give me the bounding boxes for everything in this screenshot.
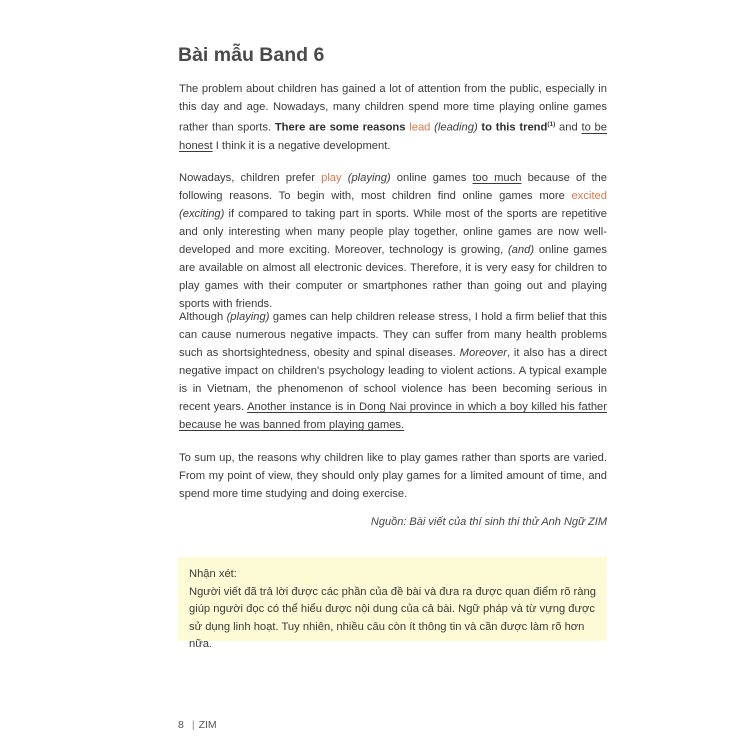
text-segment: I think it is a negative development. [212, 139, 391, 152]
correction-note: (leading) [430, 121, 478, 134]
bold-text: to this trend [477, 121, 548, 134]
page-title: Bài mẫu Band 6 [178, 44, 325, 66]
correction-note: Moreover [459, 347, 507, 359]
correction-note: (playing) [341, 172, 391, 184]
comment-title: Nhận xét: [189, 568, 237, 580]
text-segment: Although [179, 311, 227, 323]
bold-text: There are some reasons [274, 121, 410, 134]
correction-note: (exciting) [179, 208, 225, 220]
text-segment: games can help children release stress, I hold a firm belief that this can cause numerous negative impacts. They can suffer from many health problems such as shortsightedness, obesity and spinal diseases. [179, 311, 607, 359]
paragraph-conclusion [179, 449, 607, 503]
comment-box [178, 557, 607, 650]
paragraph-body-2 [179, 308, 607, 434]
corrected-word: play [321, 172, 342, 184]
text-segment: online games [390, 172, 473, 184]
underlined-phrase: to be honest [179, 121, 607, 152]
text-segment: Nowadays, children prefer [179, 172, 322, 184]
text-segment: online games are available on almost all electronic devices. Therefore, it is very easy for children to play games with their computer or smartphones rather than going out and playing sports with friends. [179, 244, 607, 310]
source-citation: Nguồn: Bài viết của thí sinh thi thử Anh Ngữ ZIM [370, 516, 607, 528]
page-footer [178, 719, 217, 731]
corrected-word: excited [571, 190, 607, 202]
corrected-word: lead [409, 121, 431, 134]
text-segment: if compared to taking part in sports. While most of the sports are repetitive and only interesting when many people play together, online games are now well-developed and more exciting. Moreover, technology is growing, [179, 208, 607, 256]
paragraph-introduction [179, 80, 607, 155]
correction-note: (playing) [226, 311, 270, 323]
text-segment: The problem about children has gained a lot of attention from the public, especially in this day and age. Nowadays, many children spend more time playing online games rather than sports. [179, 83, 607, 134]
text-segment: and [555, 121, 582, 134]
footer-brand: ZIM [198, 719, 217, 731]
correction-note: (and) [507, 244, 535, 256]
text-segment: because of the following reasons. To begin with, most children find online games more [179, 172, 607, 202]
footer-separator: | [191, 719, 195, 731]
text-segment: , it also has a direct negative impact on children's psychology leading to violent actions. A typical example is in Vietnam, the phenomenon of school violence has been becoming serious in recent years. [179, 347, 608, 413]
paragraph-body-1 [179, 169, 607, 313]
comment-body: Người viết đã trả lời được các phần của đề bài và đưa ra được quan điểm rõ ràng giúp người đọc có thể hiểu được nội dung của cả bài. Ngữ pháp và từ vựng được sử dụng linh hoạt. Tuy nhiên, nhiều câu còn ít thông tin và cần được làm rõ hơn nữa. [189, 585, 596, 650]
page-number: 8 [178, 719, 184, 731]
underlined-phrase: too much [472, 172, 522, 184]
text-segment: To sum up, the reasons why children like to play games rather than sports are varied. From my point of view, they should only play games for a limited amount of time, and spend more time studying and doing exercise. [179, 452, 607, 500]
underlined-phrase: Another instance is in Dong Nai province in which a boy killed his father because he was banned from playing games. [179, 401, 607, 431]
footnote-marker: (1) [547, 121, 556, 128]
